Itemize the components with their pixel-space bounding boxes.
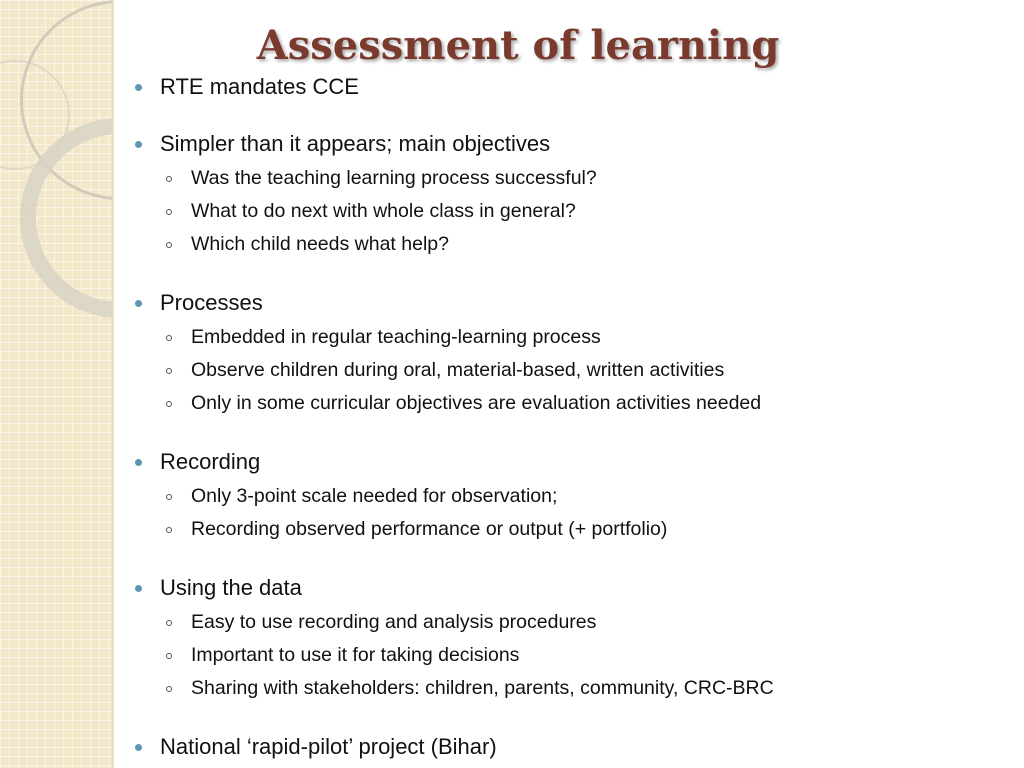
- sub-bullet-list: [160, 606, 1004, 705]
- sub-bullet-text: Recording observed performance or output (+ portfolio): [191, 518, 668, 540]
- sub-bullet-item: [160, 639, 1004, 672]
- sub-bullet-item: [160, 228, 1004, 261]
- bullet-text: Processes: [160, 290, 263, 315]
- sub-bullet-text: Only 3-point scale needed for observation;: [191, 485, 558, 507]
- sub-bullet-list: [160, 321, 1004, 420]
- sub-bullet-item: [160, 513, 1004, 546]
- sub-bullet-marker-icon: [166, 653, 172, 659]
- sub-bullet-text: Sharing with stakeholders: children, parents, community, CRC-BRC: [191, 677, 774, 699]
- bullet-text: National ‘rapid-pilot’ project (Bihar): [160, 734, 497, 759]
- sub-bullet-item: [160, 321, 1004, 354]
- sub-bullet-list: [160, 162, 1004, 261]
- bullet-item: [134, 573, 1004, 705]
- bullet-text: RTE mandates CCE: [160, 74, 359, 99]
- bullet-marker-icon: [135, 585, 142, 592]
- sub-bullet-text: Observe children during oral, material-based, written activities: [191, 359, 725, 381]
- sub-bullet-item: [160, 672, 1004, 705]
- sub-bullet-item: [160, 606, 1004, 639]
- sub-bullet-text: Which child needs what help?: [191, 233, 449, 255]
- bullet-text: Using the data: [160, 575, 302, 600]
- sub-bullet-item: [160, 480, 1004, 513]
- bullet-item: [134, 288, 1004, 420]
- bullet-item: [134, 129, 1004, 261]
- sub-bullet-text: Was the teaching learning process successful?: [191, 167, 597, 189]
- bullet-marker-icon: [135, 744, 142, 751]
- sub-bullet-text: Embedded in regular teaching-learning process: [191, 326, 601, 348]
- sidebar-edge: [112, 0, 114, 768]
- bullet-marker-icon: [135, 459, 142, 466]
- sub-bullet-marker-icon: [166, 242, 172, 248]
- sub-bullet-item: [160, 162, 1004, 195]
- bullet-marker-icon: [135, 84, 142, 91]
- sub-bullet-text: What to do next with whole class in general?: [191, 200, 576, 222]
- bullet-item: [134, 732, 1004, 762]
- bullet-marker-icon: [135, 141, 142, 148]
- sub-bullet-item: [160, 354, 1004, 387]
- sub-bullet-marker-icon: [166, 620, 172, 626]
- sub-bullet-marker-icon: [166, 176, 172, 182]
- sub-bullet-marker-icon: [166, 686, 172, 692]
- bullet-item: [134, 72, 1004, 102]
- sub-bullet-marker-icon: [166, 368, 172, 374]
- bullet-text: Recording: [160, 449, 261, 474]
- bullet-list: [134, 70, 1004, 762]
- sub-bullet-marker-icon: [166, 335, 172, 341]
- sub-bullet-marker-icon: [166, 401, 172, 407]
- sub-bullet-marker-icon: [166, 527, 172, 533]
- bullet-item: [134, 447, 1004, 546]
- sub-bullet-marker-icon: [166, 494, 172, 500]
- sub-bullet-item: [160, 195, 1004, 228]
- sub-bullet-text: Only in some curricular objectives are evaluation activities needed: [191, 392, 762, 414]
- bullet-text: Simpler than it appears; main objectives: [160, 131, 551, 156]
- sub-bullet-marker-icon: [166, 209, 172, 215]
- sub-bullet-text: Easy to use recording and analysis procedures: [191, 611, 597, 633]
- slide-title: Assessment of learning: [256, 22, 780, 69]
- sub-bullet-text: Important to use it for taking decisions: [191, 644, 520, 666]
- sub-bullet-list: [160, 480, 1004, 546]
- sub-bullet-item: [160, 387, 1004, 420]
- bullet-marker-icon: [135, 300, 142, 307]
